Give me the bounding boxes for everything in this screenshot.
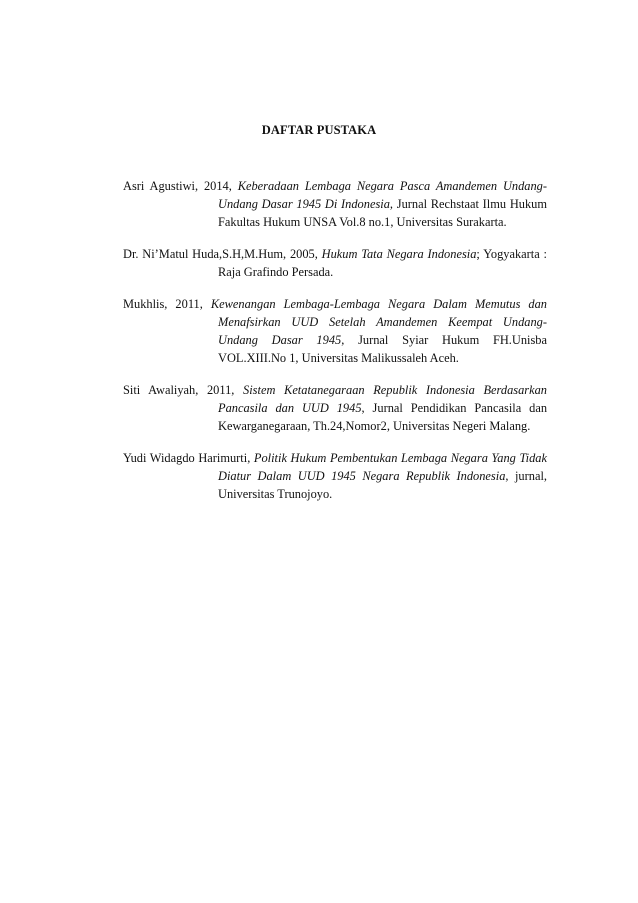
reference-source: ; Yogyakarta : Raja Grafindo Persada. xyxy=(218,247,547,279)
reference-source: Jurnal Rechstaat Ilmu Hukum Fakultas Hukum UNSA Vol.8 no.1, Universitas Surakarta. xyxy=(218,197,547,229)
reference-title: Keberadaan Lembaga Negara Pasca Amandemen Undang-Undang Dasar 1945 Di Indonesia, xyxy=(218,179,547,211)
reference-author-year: Mukhlis, 2011, xyxy=(123,297,211,311)
reference-entry xyxy=(123,295,547,367)
reference-title: Sistem Ketatanegaraan Republik Indonesia Berdasarkan Pancasila dan UUD 1945 xyxy=(218,383,547,415)
reference-title: Hukum Tata Negara Indonesia xyxy=(321,247,477,261)
reference-author-year: Siti Awaliyah, 2011, xyxy=(123,383,244,397)
page-title: DAFTAR PUSTAKA xyxy=(261,123,377,137)
reference-source: , Jurnal Pendidikan Pancasila dan Kewarganegaraan, Th.24,Nomor2, Universitas Negeri Malang. xyxy=(218,401,548,433)
reference-source: , jurnal, Universitas Trunojoyo. xyxy=(218,469,547,501)
reference-author-year: Yudi Widagdo Harimurti, xyxy=(123,451,254,465)
reference-entry xyxy=(123,381,547,435)
reference-entry xyxy=(123,449,547,503)
reference-source: , Jurnal Syiar Hukum FH.Unisba VOL.XIII.No 1, Universitas Malikussaleh Aceh. xyxy=(218,333,547,365)
reference-list xyxy=(123,177,547,517)
reference-entry xyxy=(123,245,547,281)
reference-title: Politik Hukum Pembentukan Lembaga Negara Yang Tidak Diatur Dalam UUD 1945 Negara Republik Indonesia xyxy=(218,451,548,483)
reference-title: Kewenangan Lembaga-Lembaga Negara Dalam Memutus dan Menafsirkan UUD Setelah Amandemen Keempat Undang-Undang Dasar 1945 xyxy=(210,297,547,347)
reference-entry xyxy=(123,177,547,231)
reference-author-year: Asri Agustiwi, 2014, xyxy=(123,179,238,193)
reference-author-year: Dr. Ni’Matul Huda,S.H,M.Hum, 2005, xyxy=(123,247,322,261)
